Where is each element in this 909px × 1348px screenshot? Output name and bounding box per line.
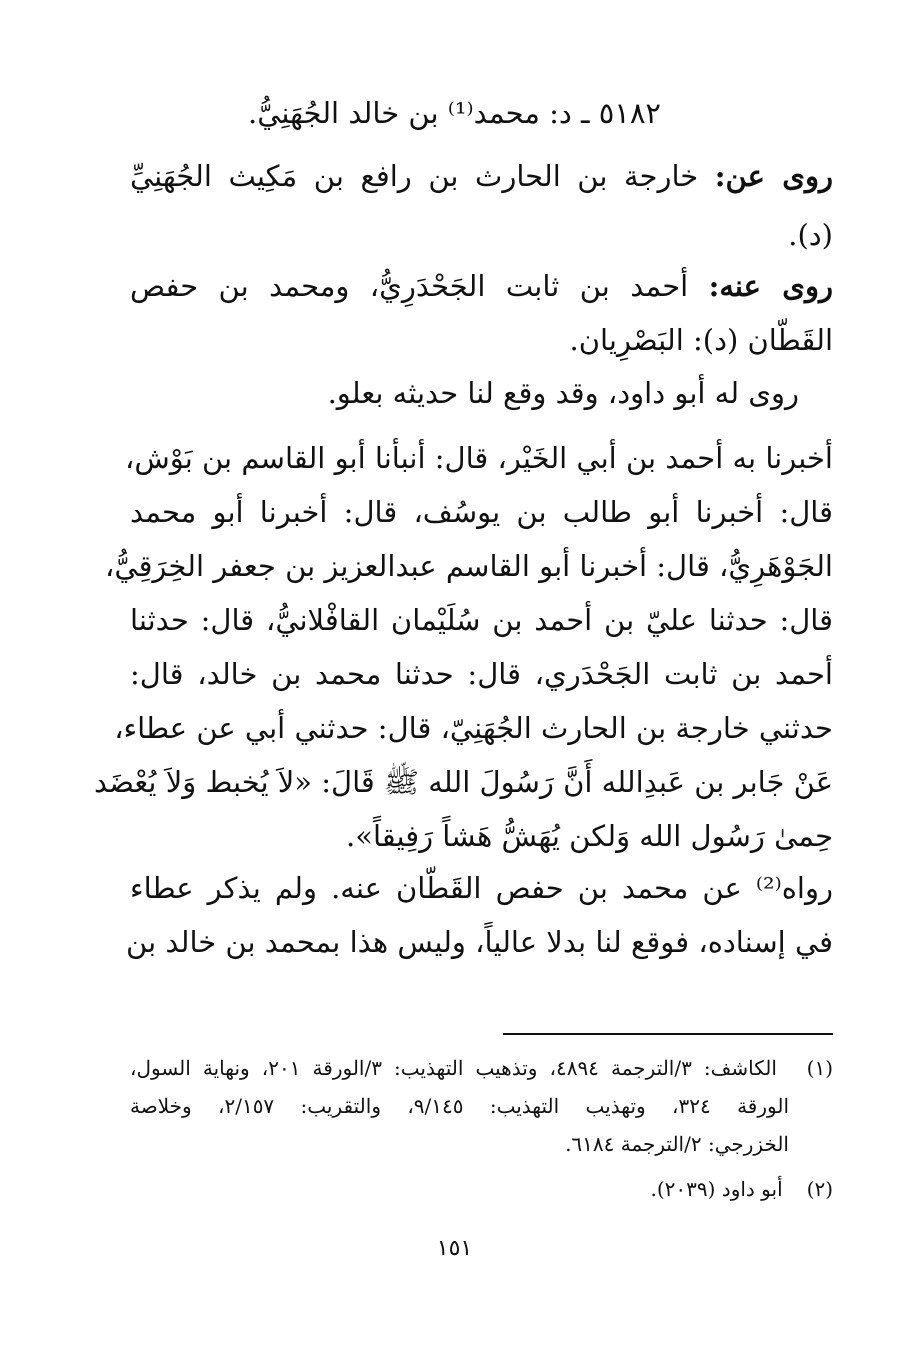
footnote-number: (١): [806, 1056, 833, 1080]
hadith-line: الجَوْهَرِيُّ، قال: أخبرنا أبو القاسم عبدالعزيز بن جعفر الخِرَقِيُّ،: [105, 549, 833, 583]
footnote-1-line: [130, 1053, 833, 1083]
hadith-line: قال: حدثنا عليّ بن أحمد بن سُلَيْمان القافْلانيُّ، قال: حدثنا: [130, 603, 833, 637]
hadith-line: حِمىٰ رَسُول الله وَلكن يُهَشُّ هَشاً رَفِيقاً».: [346, 819, 833, 853]
footnote-1-line-3: الخزرجي: ٢/الترجمة ٦١٨٤.: [565, 1132, 789, 1156]
hadith-line: أخبرنا به أحمد بن أبي الخَيْر، قال: أنبأنا أبو القاسم بن بَوْش،: [124, 441, 833, 475]
narrated-from-label: روى عن:: [714, 159, 834, 193]
footnote-text: أبو داود (٢٠٣٩).: [650, 1177, 783, 1201]
narrated-by-line: [130, 266, 833, 306]
closing-line: رواه⁽²⁾ عن محمد بن حفص القَطّان عنه. ولم يذكر عطاء: [130, 871, 833, 905]
narrated-from-text: خارجة بن الحارث بن رافع بن مَكِيث الجُهَنِيِّ: [130, 159, 699, 193]
hadith-line: حدثني خارجة بن الحارث الجُهَنِيّ، قال: حدثني أبي عن عطاء،: [114, 711, 833, 745]
narrated-from-end: (د).: [788, 218, 833, 252]
hadith-line: قال: أخبرنا أبو طالب بن يوسُف، قال: أخبرنا أبو محمد: [130, 495, 833, 529]
closing-line: في إسناده، فوقع لنا بدلا عالياً، وليس هذا بمحمد بن خالد بن: [126, 925, 833, 959]
narrated-by-label: روى عنه:: [708, 269, 833, 303]
narrated-by-line-2: القَطّان (د): البَصْرِيان.: [569, 323, 833, 357]
hadith-line: أحمد بن ثابت الجَحْدَري، قال: حدثنا محمد بن خالد، قال:: [130, 657, 833, 691]
narrated-by-text: أحمد بن ثابت الجَحْدَرِيُّ، ومحمد بن حفص: [130, 269, 689, 303]
narrated-from-line: [130, 156, 833, 196]
footnote-separator: [503, 1033, 833, 1035]
footnote-text: الكاشف: ٣/الترجمة ٤٨٩٤، وتذهيب التهذيب: ٣/الورقة ٢٠١، ونهاية السول،: [130, 1056, 777, 1080]
page-number: ١٥١: [436, 1236, 473, 1261]
footnote-1-line-2: الورقة ٣٢٤، وتهذيب التهذيب: ٩/١٤٥، والتقريب: ٢/١٥٧، وخلاصة: [130, 1094, 790, 1118]
abu-dawud-line: روى له أبو داود، وقد وقع لنا حديثه بعلو.: [327, 376, 799, 410]
hadith-line: عَنْ جَابر بن عَبدِالله أَنَّ رَسُولَ الله ﷺ قَالَ: «لاَ يُخبط وَلاَ يُعْضَد: [94, 765, 833, 799]
entry-heading: ٥١٨٢ ـ د: محمد⁽¹⁾ بن خالد الجُهَنِيُّ.: [247, 96, 662, 130]
footnote-2-line: [130, 1174, 833, 1204]
footnote-number: (٢): [806, 1177, 833, 1201]
